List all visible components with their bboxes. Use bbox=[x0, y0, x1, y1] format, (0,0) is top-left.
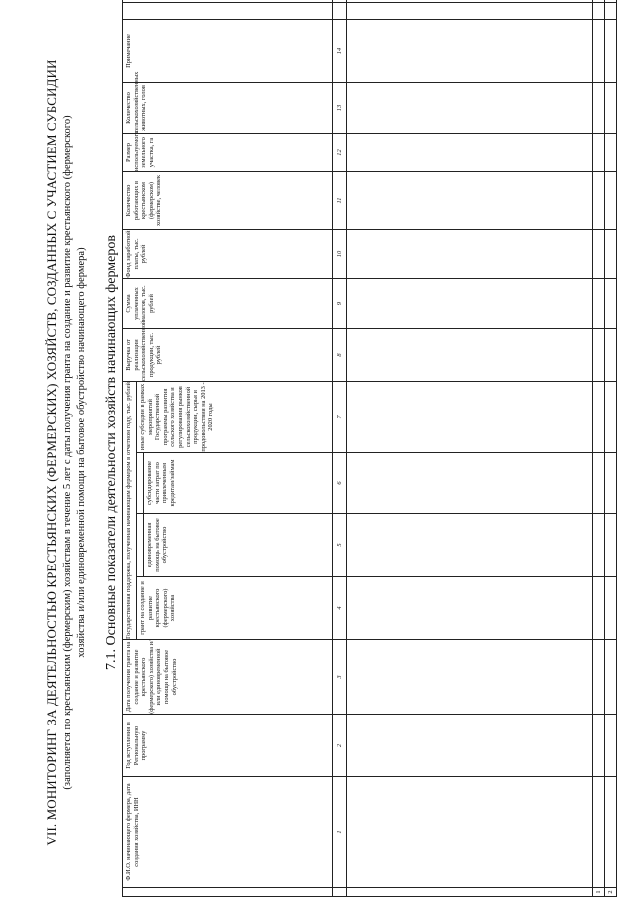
table-cell bbox=[347, 230, 593, 279]
header-land: Размер используемого земельного участка, га bbox=[123, 134, 333, 172]
numbers-extra-1 bbox=[333, 3, 347, 20]
table-cell bbox=[605, 329, 617, 382]
instruction-line-1: (заполняется по крестьянским (фермерским) хозяйствам в течение 5 лет с даты получения гранта на создание и развитие крестьянского (фермерского) bbox=[62, 115, 73, 790]
column-number: 2 bbox=[333, 715, 347, 777]
table-cell bbox=[605, 279, 617, 329]
column-number: 9 bbox=[333, 279, 347, 329]
table-cell bbox=[347, 83, 593, 134]
table-cell bbox=[593, 134, 605, 172]
header-revenue: Выручка от реализации сельскохозяйственной продукции, тыс. рублей bbox=[123, 329, 333, 382]
table-cell bbox=[605, 777, 617, 888]
table-cell bbox=[593, 514, 605, 577]
header-one-time: единовременная помощь на бытовое обустройство bbox=[144, 514, 333, 577]
table-cell bbox=[593, 577, 605, 640]
table-cell bbox=[347, 0, 593, 3]
header-taxes: Сумма уплаченных налогов, тыс. рублей bbox=[123, 279, 333, 329]
indicators-table bbox=[122, 0, 617, 897]
table-cell bbox=[605, 577, 617, 640]
header-extra-1 bbox=[123, 3, 333, 20]
table-cell bbox=[347, 577, 593, 640]
table-cell bbox=[593, 0, 605, 3]
table-cell bbox=[593, 3, 605, 20]
table-cell bbox=[605, 83, 617, 134]
table-cell bbox=[605, 382, 617, 453]
column-number: 8 bbox=[333, 329, 347, 382]
table-cell bbox=[605, 134, 617, 172]
table-cell bbox=[593, 382, 605, 453]
table-cell bbox=[347, 777, 593, 888]
numbers-extra-2 bbox=[333, 0, 347, 3]
column-number: 3 bbox=[333, 640, 347, 715]
table-cell bbox=[593, 777, 605, 888]
column-number: 7 bbox=[333, 382, 347, 453]
column-number: 13 bbox=[333, 83, 347, 134]
table-cell bbox=[593, 453, 605, 514]
row-number: 2 bbox=[605, 888, 617, 897]
column-number: 5 bbox=[333, 514, 347, 577]
table-cell bbox=[347, 382, 593, 453]
table-cell bbox=[605, 453, 617, 514]
table-cell bbox=[347, 329, 593, 382]
table-row bbox=[605, 0, 617, 897]
header-fio: Ф.И.О. начинающего фермера, дата создания хозяйства, ИНН bbox=[123, 777, 333, 888]
table-cell bbox=[605, 0, 617, 3]
column-number: 12 bbox=[333, 134, 347, 172]
table-cell bbox=[593, 172, 605, 230]
column-number: 14 bbox=[333, 20, 347, 83]
table-cell bbox=[605, 3, 617, 20]
table-cell bbox=[605, 172, 617, 230]
table-cell bbox=[605, 20, 617, 83]
header-one-time-top bbox=[137, 514, 144, 577]
table-cell bbox=[593, 640, 605, 715]
section-title: VII. МОНИТОРИНГ ЗА ДЕЯТЕЛЬНОСТЬЮ КРЕСТЬЯНСКИХ (ФЕРМЕРСКИХ) ХОЗЯЙСТВ, СОЗДАННЫХ С УЧАСТИЕМ СУБСИДИИ bbox=[44, 59, 59, 846]
instruction-line-2: хозяйства и/или единовременной помощи на бытовое обустройство начинающего фермера) bbox=[76, 247, 87, 658]
column-number: 4 bbox=[333, 577, 347, 640]
column-number: 10 bbox=[333, 230, 347, 279]
row-number: 1 bbox=[593, 888, 605, 897]
table-cell bbox=[347, 514, 593, 577]
table-cell bbox=[593, 83, 605, 134]
header-other: иные субсидии в рамках мероприятий Государственной программы развития сельского хозяйства и регулирования рынков сельскохозяйственной продукции, сырья и продовольствия на 2013 - 2020 годы bbox=[137, 382, 333, 453]
table-cell bbox=[347, 279, 593, 329]
table-cell bbox=[347, 640, 593, 715]
header-wage-fund: Фонд заработной платы, тыс. рублей bbox=[123, 230, 333, 279]
column-number: 6 bbox=[333, 453, 347, 514]
column-number: 1 bbox=[333, 777, 347, 888]
table-cell bbox=[593, 329, 605, 382]
header-grant-date: Дата получения гранта на создание и развитие крестьянского (фермерского) хозяйства и/или единовременной помощи на бытовое обустройство bbox=[123, 640, 333, 715]
numbers-rowno-blank bbox=[333, 888, 347, 897]
table-cell bbox=[593, 20, 605, 83]
header-subsidy: субсидирование части затрат по привлеченным кредитам/займам bbox=[144, 453, 333, 514]
table-cell bbox=[347, 20, 593, 83]
header-animals: Количество сельскохозяйственных животных, голов bbox=[123, 83, 333, 134]
table-cell bbox=[347, 134, 593, 172]
subsection-title: 7.1. Основные показатели деятельности хозяйств начинающих фермеров bbox=[104, 235, 119, 670]
table-cell bbox=[605, 715, 617, 777]
table-cell bbox=[605, 640, 617, 715]
table-cell bbox=[605, 230, 617, 279]
table-cell bbox=[347, 715, 593, 777]
header-extra-2 bbox=[123, 0, 333, 3]
column-number: 11 bbox=[333, 172, 347, 230]
table-row bbox=[593, 0, 605, 897]
table-cell bbox=[347, 172, 593, 230]
table-cell bbox=[347, 888, 593, 897]
table-cell bbox=[347, 3, 593, 20]
table-cell bbox=[593, 279, 605, 329]
table-cell bbox=[347, 453, 593, 514]
table-cell bbox=[593, 715, 605, 777]
header-year: Год вступления в Региональную программу bbox=[123, 715, 333, 777]
header-note: Примечание bbox=[123, 20, 333, 83]
table-cell bbox=[605, 514, 617, 577]
table-cell bbox=[593, 230, 605, 279]
header-gov-support: Государственная поддержка, полученная начинающим фермером в отчетном году, тыс. рублей bbox=[123, 382, 137, 640]
header-grant: грант на создание и развитие крестьянского (фермерского) хозяйства bbox=[137, 577, 333, 640]
header-workers: Количество работающих в крестьянском (фермерском) хозяйстве, человек bbox=[123, 172, 333, 230]
header-rowno-blank bbox=[123, 888, 333, 897]
header-subsidy-top bbox=[137, 453, 144, 514]
